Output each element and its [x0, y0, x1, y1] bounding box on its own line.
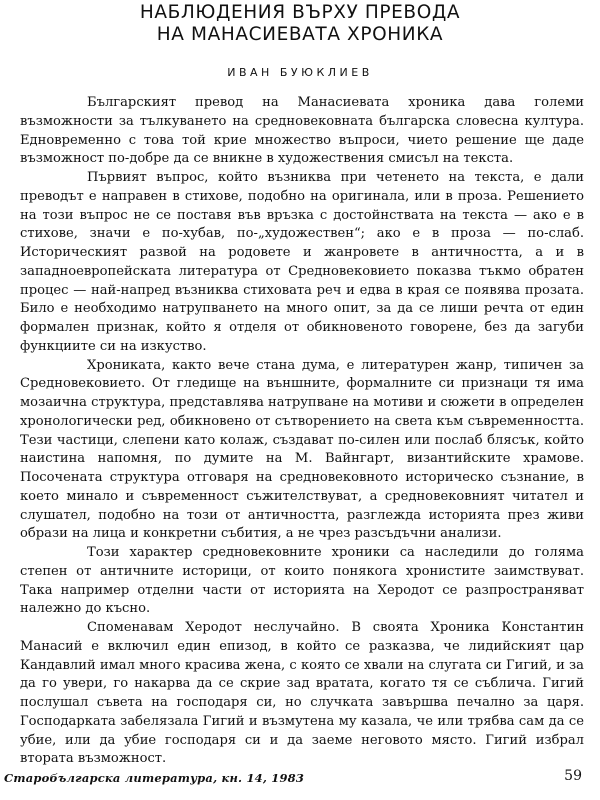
- paragraph-4: Този характер средновековните хроники са наследили до голяма степен от античните историци, от които понякога хронистите заимствуват. Така например отделни части от историята на Херодот се разпространяват належно до късно.: [20, 545, 584, 617]
- page-number: 59: [564, 768, 582, 784]
- paragraph-1: Българският превод на Манасиевата хроника дава големи възможности за тълкуването на средновековната българска словесна култура. Едновременно с това той крие множество въпроси, чието решение ще даде възможност по-добре да се вникне в художествения смисъл на текста.: [20, 95, 584, 167]
- journal-source-footer: Старобългарска литература, кн. 14, 1983: [4, 771, 305, 785]
- article-author: ИВАН БУЮКЛИЕВ: [227, 66, 373, 79]
- article-title-line-2: НА МАНАСИЕВАТА ХРОНИКА: [156, 24, 444, 45]
- paragraph-3: Хрониката, както вече стана дума, е литературен жанр, типичен за Средновековието. От гледище на външните, формалните си признаци тя има мозаична структура, представлява натрупване на мотиви и сюжети в определен хронологически ред, обикновено от сътворението на света към съвременността. Тези частици, слепени като колаж, създават по-силен или послаб блясък, който наистина напомня, по думите на М. Вайнгарт, византийските храмове. Посочената структура отговаря на средновековното историческо съзнание, в което минало и съвременност съжителствуват, а средновековният читател и слушател, подобно на този от античността, разглежда историята през живи образи на лица и конкретни събития, а не чрез разсъдъчни анализи.: [20, 357, 584, 542]
- paragraph-5: Споменавам Херодот неслучайно. В своята Хроника Константин Манасий е включил един епизод, в който се разказва, че лидийският цар Кандавлий имал много красива жена, с която се хвали на слугата си Гигий, и за да го увери, го накарва да се скрие зад вратата, когато тя се съблича. Гигий послушал съвета на господаря си, но случката завършва печално за царя. Господарката забелязала Гигий и възмутена му казала, че или трябва сам да се убие, или да убие господаря си и да заеме неговото място. Гигий избрал втората възможност.: [20, 620, 584, 767]
- article-title-line-1: НАБЛЮДЕНИЯ ВЪРХУ ПРЕВОДА: [139, 2, 461, 23]
- paragraph-2: Първият въпрос, който възниква при четенето на текста, е дали преводът е направен в стихове, подобно на оригинала, или в проза. Решението на този въпрос не се поставя във връзка с достойнствата на текста — ако е в стихове, значи е по-хубав, по-„художествен“; ако е в проза — по-слаб. Историческият развой на родовете и жанровете в античността, а и в западноевропейската литература от Средновековието показва тъкмо обратен процес — най-напред възниква стиховата реч и едва в края се появява прозата. Било е необходимо натрупването на много опит, за да се лиши речта от един формален признак, който я отделя от обикновеното говорене, без да загуби функциите си на изкуство.: [20, 170, 584, 354]
- article-body: [20, 94, 584, 769]
